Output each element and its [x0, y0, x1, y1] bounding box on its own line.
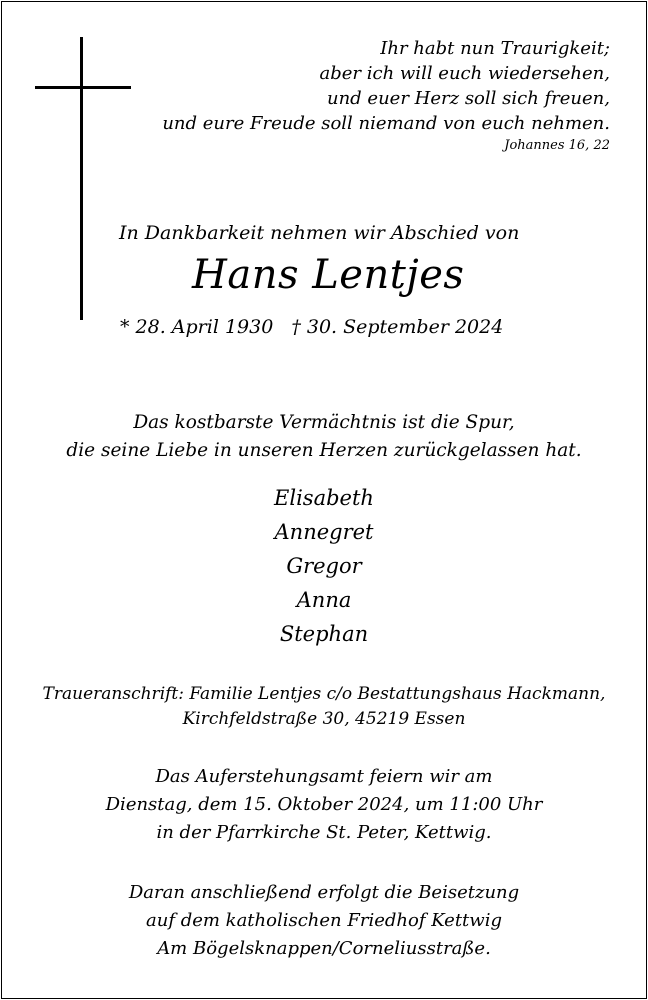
cross-vertical-bar [80, 37, 83, 320]
family-member: Annegret [274, 520, 374, 544]
burial-info [0, 879, 648, 963]
address-line: Kirchfeldstraße 30, 45219 Essen [182, 709, 466, 729]
burial-line: auf dem katholischen Friedhof Kettwig [146, 910, 502, 931]
service-line: Das Auferstehungsamt feiern wir am [155, 766, 493, 787]
verse-line: Ihr habt nun Traurigkeit; [380, 38, 610, 59]
burial-line: Am Bögelsknappen/Corneliusstraße. [157, 938, 491, 959]
bible-verse [162, 36, 610, 156]
life-dates [120, 316, 503, 338]
cross-horizontal-bar [35, 86, 131, 89]
service-line: Dienstag, dem 15. Oktober 2024, um 11:00 Uhr [105, 794, 543, 815]
address-line: Traueranschrift: Familie Lentjes c/o Bestattungshaus Hackmann, [42, 684, 606, 704]
mourning-address [0, 682, 648, 732]
service-line: in der Pfarrkirche St. Peter, Kettwig. [156, 822, 492, 843]
deceased-name: Hans Lentjes [192, 252, 465, 298]
family-member: Gregor [286, 554, 362, 578]
intro-text: In Dankbarkeit nehmen wir Abschied von [119, 222, 520, 244]
death-date: † 30. September 2024 [291, 316, 504, 338]
family-member: Anna [296, 588, 352, 612]
memorial-quote [0, 409, 648, 465]
quote-line: die seine Liebe in unseren Herzen zurückgelassen hat. [66, 440, 582, 461]
service-info [0, 763, 648, 847]
burial-line: Daran anschließend erfolgt die Beisetzung [128, 882, 520, 903]
verse-line: aber ich will euch wiedersehen, [319, 63, 610, 84]
family-names [0, 481, 648, 651]
verse-reference: Johannes 16, 22 [504, 138, 610, 153]
family-member: Elisabeth [274, 486, 374, 510]
verse-line: und eure Freude soll niemand von euch nehmen. [162, 113, 610, 134]
birth-date: * 28. April 1930 [120, 316, 274, 338]
family-member: Stephan [279, 622, 369, 646]
verse-line: und euer Herz soll sich freuen, [327, 88, 610, 109]
quote-line: Das kostbarste Vermächtnis ist die Spur, [133, 412, 515, 433]
